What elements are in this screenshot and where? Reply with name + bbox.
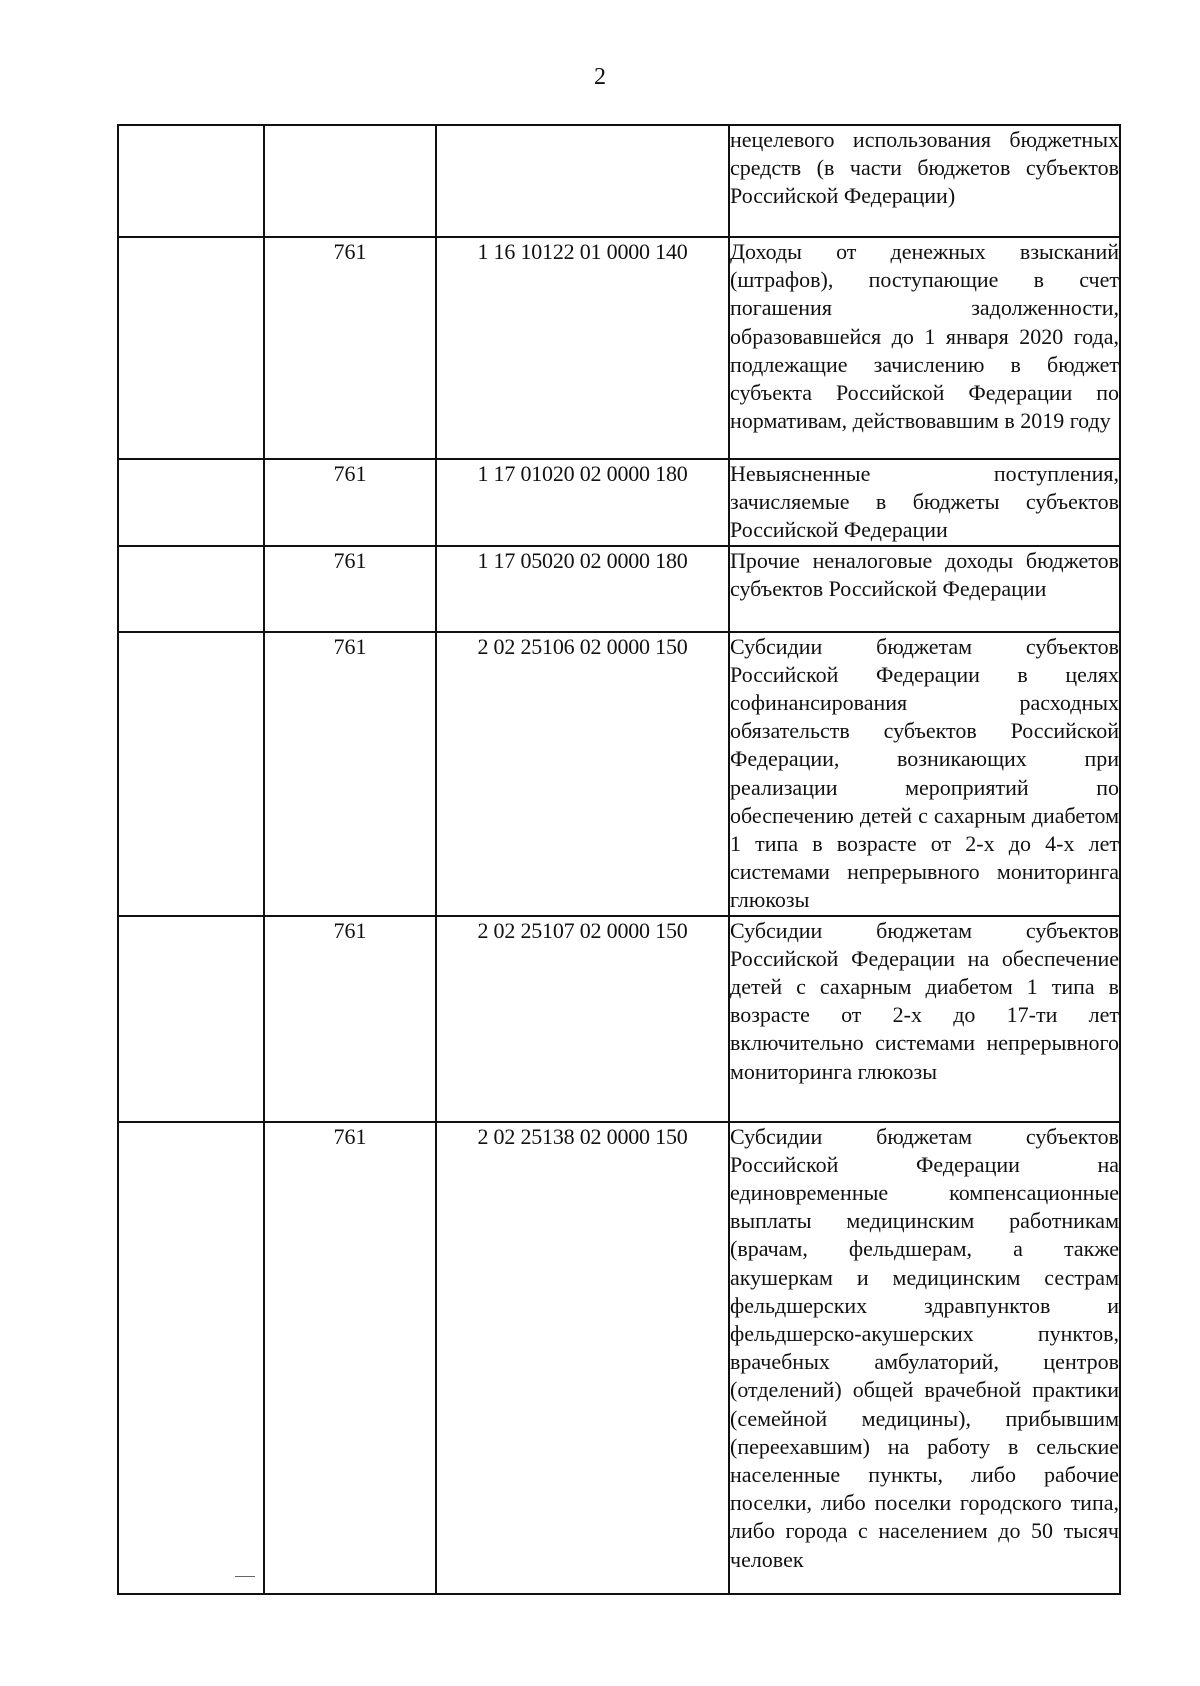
admin-code-cell: 761 [264,1122,436,1594]
budget-code-cell: 2 02 25107 02 0000 150 [436,916,729,1122]
revenue-name-cell: нецелевого использования бюджетных средств (в части бюджетов субъектов Российской Федерации) [729,125,1120,237]
budget-code-cell: 1 17 05020 02 0000 180 [436,546,729,632]
empty-cell [118,459,264,546]
admin-code-cell [264,125,436,237]
empty-cell [118,916,264,1122]
revenue-name-cell: Прочие неналоговые доходы бюджетов субъектов Российской Федерации [729,546,1120,632]
table-row [118,546,1120,632]
table-row [118,632,1120,916]
table-body [118,125,1120,1594]
scan-artifact-line [235,1576,255,1577]
table-row [118,459,1120,546]
budget-code-cell: 1 17 01020 02 0000 180 [436,459,729,546]
table-row [118,237,1120,459]
table-row [118,125,1120,237]
budget-code-cell: 2 02 25138 02 0000 150 [436,1122,729,1594]
budget-code-cell: 2 02 25106 02 0000 150 [436,632,729,916]
admin-code-cell: 761 [264,546,436,632]
admin-code-cell: 761 [264,916,436,1122]
table-row [118,916,1120,1122]
budget-code-cell: 1 16 10122 01 0000 140 [436,237,729,459]
table-row [118,1122,1120,1594]
budget-code-cell [436,125,729,237]
revenue-name-cell: Доходы от денежных взысканий (штрафов), поступающие в счет погашения задолженности, образовавшейся до 1 января 2020 года, подлежащие зачислению в бюджет субъекта Российской Федерации по нормативам, действовавшим в 2019 году [729,237,1120,459]
page-number: 2 [594,64,606,90]
empty-cell [118,1122,264,1594]
revenue-name-cell: Субсидии бюджетам субъектов Российской Федерации на единовременные компенсационные выплаты медицинским работникам (врачам, фельдшерам, а также акушеркам и медицинским сестрам фельдшерских здравпунктов и фельдшерско-акушерских пунктов, врачебных амбулаторий, центров (отделений) общей врачебной практики (семейной медицины), прибывшим (переехавшим) на работу в сельские населенные пункты, либо рабочие поселки, либо поселки городского типа, либо города с населением до 50 тысяч человек [729,1122,1120,1594]
empty-cell [118,125,264,237]
admin-code-cell: 761 [264,459,436,546]
revenue-name-cell: Субсидии бюджетам субъектов Российской Федерации на обеспечение детей с сахарным диабетом 1 типа в возрасте от 2-х до 17-ти лет включительно системами непрерывного мониторинга глюкозы [729,916,1120,1122]
empty-cell [118,632,264,916]
revenue-name-cell: Невыясненные поступления, зачисляемые в бюджеты субъектов Российской Федерации [729,459,1120,546]
admin-code-cell: 761 [264,237,436,459]
empty-cell [118,546,264,632]
empty-cell [118,237,264,459]
revenue-name-cell: Субсидии бюджетам субъектов Российской Федерации в целях софинансирования расходных обязательств субъектов Российской Федерации, возникающих при реализации мероприятий по обеспечению детей с сахарным диабетом 1 типа в возрасте от 2-х до 4-х лет системами непрерывного мониторинга глюкозы [729,632,1120,916]
revenue-codes-table [117,124,1121,1595]
admin-code-cell: 761 [264,632,436,916]
